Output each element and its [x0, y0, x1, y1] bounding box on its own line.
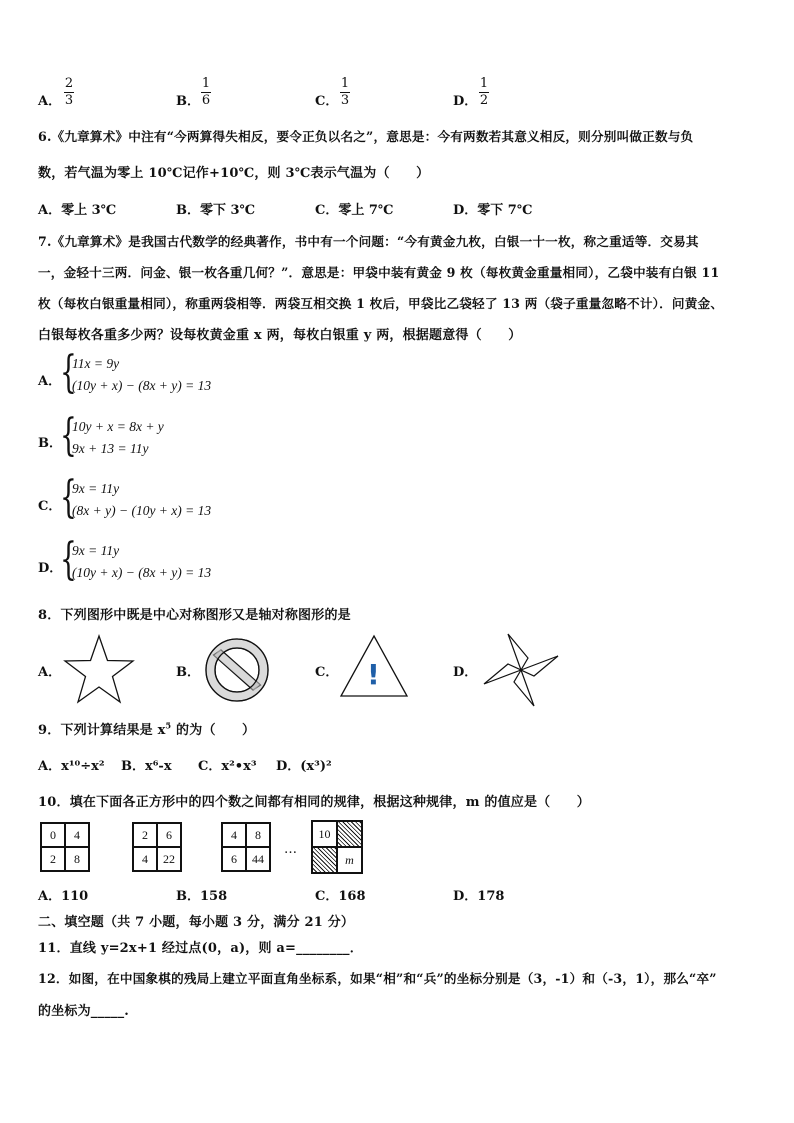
- q8-option-a-label: A．: [38, 665, 62, 680]
- numerator: 1: [479, 76, 489, 91]
- q12-stem-line1: 12．如图，在中国象棋的残局上建立平面直角坐标系，如果“相”和“兵”的坐标分别是（3，-1）和（-3，1），那么“卒”: [38, 971, 717, 986]
- q12-stem-line2: 的坐标为_____.: [38, 1004, 130, 1019]
- square-cell: 6: [222, 847, 246, 871]
- square-cell: 2: [133, 823, 157, 847]
- q5-option-c-label: C．: [315, 94, 339, 109]
- square-cell: 22: [157, 847, 181, 871]
- q7-option-b-system: [60, 410, 164, 461]
- hatched-cell: [312, 847, 337, 873]
- brace-icon: {: [60, 472, 77, 523]
- number-square-2: [132, 822, 182, 872]
- square-cell: 10: [312, 821, 337, 847]
- q11-stem: 11．直线 y=2x+1 经过点(0，a)，则 a=________．: [38, 941, 363, 956]
- square-cell: 2: [41, 847, 65, 871]
- q9-option-a: A．x¹⁰÷x²: [38, 759, 105, 774]
- denominator: 2: [479, 93, 489, 108]
- q9-option-d: D．(x³)²: [276, 759, 332, 774]
- q7-option-b-label: B．: [38, 436, 62, 451]
- equation-2: (10y + x) − (8x + y) = 13: [72, 378, 212, 393]
- q5-option-b-fraction: [201, 76, 211, 109]
- q7-option-d-system: [60, 534, 212, 585]
- q6-option-d: D．零下 7℃: [453, 203, 533, 218]
- square-cell: 8: [246, 823, 270, 847]
- number-square-3: [221, 822, 271, 872]
- square-cell: 6: [157, 823, 181, 847]
- equation-1: 9x = 11y: [72, 543, 120, 558]
- q7-option-a-system: [60, 347, 212, 398]
- q10-stem: 10．填在下面各正方形中的四个数之间都有相同的规律，根据这种规律，m 的值应是（ ）: [38, 795, 590, 810]
- q10-option-d: D．178: [453, 889, 505, 904]
- square-cell: 0: [41, 823, 65, 847]
- q8-stem: 8．下列图形中既是中心对称图形又是轴对称图形的是: [38, 608, 351, 623]
- q9-stem-suffix: 的为（ ）: [171, 723, 256, 738]
- square-cell-m: m: [337, 847, 362, 873]
- q8-option-d-label: D．: [453, 665, 478, 680]
- numerator: 1: [201, 76, 211, 91]
- q6-stem-line2: 数，若气温为零上 10℃记作+10℃，则 3℃表示气温为（ ）: [38, 166, 430, 181]
- denominator: 3: [64, 93, 74, 108]
- q7-option-d-label: D．: [38, 561, 63, 576]
- square-cell: 4: [222, 823, 246, 847]
- q5-option-a-label: A．: [38, 94, 62, 109]
- q5-option-b-label: B．: [176, 94, 200, 109]
- equation-2: 9x + 13 = 11y: [72, 441, 149, 456]
- q5-option-d-label: D．: [453, 94, 478, 109]
- numerator: 2: [64, 76, 74, 91]
- q9-option-c: C．x²•x³: [198, 759, 257, 774]
- equation-1: 9x = 11y: [72, 481, 120, 496]
- q7-option-a-label: A．: [38, 374, 62, 389]
- brace-icon: {: [60, 534, 77, 585]
- pinwheel-icon: [482, 632, 560, 708]
- q5-option-d-fraction: [479, 76, 489, 109]
- q8-option-b-label: B．: [176, 665, 200, 680]
- q8-option-c-label: C．: [315, 665, 339, 680]
- q7-stem-line1: 7.《九章算术》是我国古代数学的经典著作，书中有一个问题：“今有黄金九枚，白银一十一枚，称之重适等．交易其: [38, 234, 699, 249]
- q6-stem-line1: 6.《九章算术》中注有“今两算得失相反，要令正负以名之”，意思是：今有两数若其意义相反，则分别叫做正数与负: [38, 129, 694, 144]
- equation-2: (10y + x) − (8x + y) = 13: [72, 565, 212, 580]
- q7-option-c-system: [60, 472, 212, 523]
- equation-2: (8x + y) − (10y + x) = 13: [72, 503, 212, 518]
- star-icon: [62, 634, 136, 706]
- q7-stem-line4: 白银每枚各重多少两？设每枚黄金重 x 两，每枚白银重 y 两，根据题意得（ ）: [38, 328, 522, 343]
- q9-stem: [38, 719, 255, 738]
- brace-icon: {: [60, 410, 77, 461]
- warning-exclamation-mark: !: [367, 658, 380, 691]
- square-cell: 4: [65, 823, 89, 847]
- square-cell: 8: [65, 847, 89, 871]
- q9-stem-exponent: 5: [165, 720, 172, 731]
- square-cell: 4: [133, 847, 157, 871]
- section-heading-fill-in: 二、填空题（共 7 小题，每小题 3 分，满分 21 分）: [38, 915, 355, 930]
- number-square-4: [311, 820, 363, 874]
- ellipsis: …: [284, 842, 297, 857]
- q10-option-c: C．168: [315, 889, 366, 904]
- q6-option-b: B．零下 3℃: [176, 203, 256, 218]
- number-square-1: [40, 822, 90, 872]
- q5-option-c-fraction: [340, 76, 350, 109]
- square-cell: 44: [246, 847, 270, 871]
- q5-option-a-fraction: [64, 76, 74, 109]
- q10-option-b: B．158: [176, 889, 228, 904]
- denominator: 6: [201, 93, 211, 108]
- q9-stem-prefix: 9．下列计算结果是 x: [38, 723, 166, 738]
- q7-stem-line2: 一，金轻十三两．问金、银一枚各重几何？”．意思是：甲袋中装有黄金 9 枚（每枚黄金重量相同），乙袋中装有白银 11: [38, 265, 720, 280]
- numerator: 1: [340, 76, 350, 91]
- q10-option-a: A．110: [38, 889, 89, 904]
- q9-option-b: B．x⁶-x: [121, 759, 172, 774]
- equation-1: 11x = 9y: [72, 356, 120, 371]
- brace-icon: {: [60, 347, 77, 398]
- denominator: 3: [340, 93, 350, 108]
- q6-option-a: A．零上 3℃: [38, 203, 117, 218]
- q7-stem-line3: 枚（每枚白银重量相同），称重两袋相等．两袋互相交换 1 枚后，甲袋比乙袋轻了 13 两（袋子重量忽略不计）．问黄金、: [38, 296, 724, 311]
- q7-option-c-label: C．: [38, 499, 62, 514]
- hatched-cell: [337, 821, 362, 847]
- q6-option-c: C．零上 7℃: [315, 203, 394, 218]
- equation-1: 10y + x = 8x + y: [72, 419, 164, 434]
- prohibition-sign-icon: [204, 637, 270, 703]
